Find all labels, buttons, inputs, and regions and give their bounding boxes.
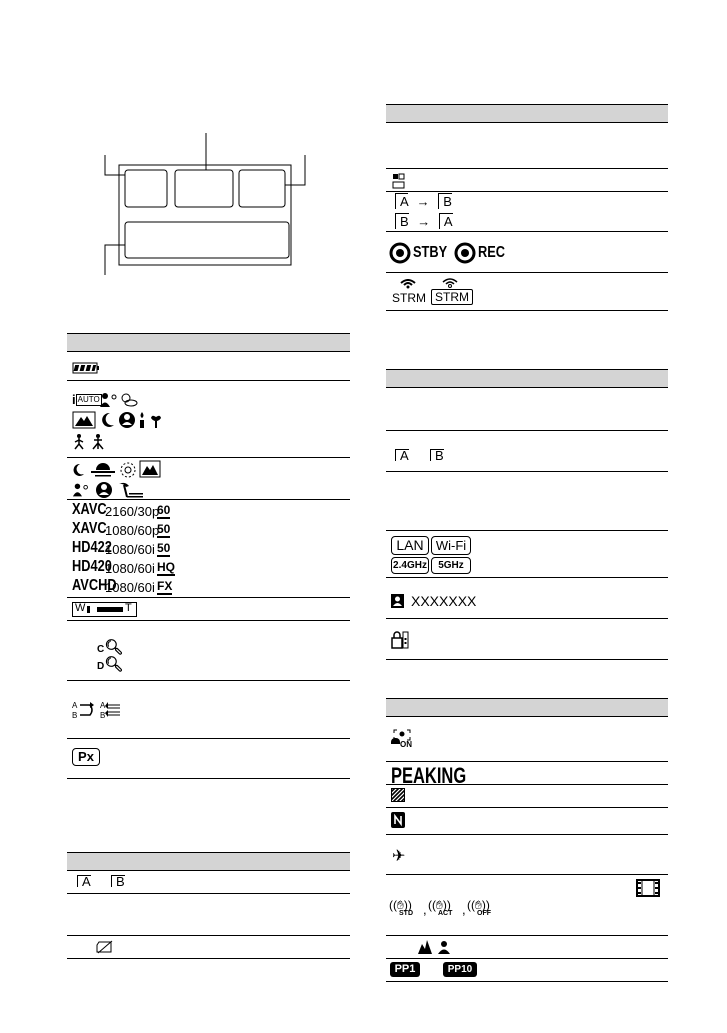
res-5: 1080/60i [105, 580, 155, 595]
copy-b-to-a-icon: B → A [395, 216, 453, 227]
walking-person-icon [72, 434, 86, 450]
ssid-icon [391, 594, 404, 608]
table-header-1 [67, 333, 350, 352]
picture-profile-1-icon: PP1 [390, 962, 420, 977]
stream-stby-icon [389, 242, 411, 264]
tripod-icon [90, 434, 106, 450]
media-slot-b-icon: B [111, 875, 125, 887]
nfc-icon [391, 812, 405, 828]
steadyshot-std-icon: ((✋︎)) STD [389, 898, 413, 917]
airplane-mode-icon: ✈︎ [392, 848, 406, 865]
spotlight-icon [118, 410, 136, 430]
res-4: 1080/60i [105, 561, 155, 576]
lock-signal-icon [391, 630, 409, 650]
stby-label: STBY [413, 244, 448, 261]
night-scene-icon [100, 411, 116, 429]
streaming-signal-icon [400, 279, 416, 289]
svg-text:B: B [72, 711, 78, 720]
landscape-icon [72, 411, 96, 429]
steadyshot-act-icon: ((✋︎)) ACT [428, 898, 453, 917]
peaking-label: PEAKING [391, 763, 467, 788]
comma-1: , [423, 902, 427, 917]
rec-label: REC [478, 244, 506, 261]
film-icon [636, 879, 660, 897]
strm-label-2: STRM [431, 289, 473, 305]
beach-icon [115, 480, 145, 500]
portrait-2-icon [72, 482, 92, 498]
res-1: 2160/30p [105, 504, 160, 519]
face-detect-on-icon: ON [391, 729, 417, 749]
svg-text:A: A [100, 701, 106, 710]
baby-icon [120, 392, 138, 408]
res-3: 1080/60i [105, 542, 155, 557]
table-header-4 [386, 369, 668, 388]
media-slot-a-icon: A [77, 875, 91, 887]
svg-text:B: B [100, 711, 106, 720]
copy-a-to-b-icon: A → B [395, 196, 452, 207]
battery-icon [72, 362, 100, 374]
intelligent-auto-icon: $^i$ AUTO [72, 392, 100, 407]
dual-record-icon [392, 173, 406, 189]
spotlight-2-icon [95, 480, 113, 500]
comma-2: , [462, 902, 466, 917]
digital-zoom-d-icon: D🔍︎ [97, 656, 124, 673]
zebra-icon [391, 788, 405, 802]
person-icon [437, 940, 451, 954]
res-2: 1080/60p [105, 523, 160, 538]
svg-text:A: A [72, 701, 78, 710]
codec-hd420: HD420 [72, 558, 112, 575]
fireworks-icon [119, 461, 137, 479]
digital-zoom-c-icon: C🔍︎ [97, 639, 124, 656]
no-media-icon [95, 940, 115, 954]
codec-xavc-2: XAVC [72, 520, 107, 537]
media-slot-b-2-icon: B [430, 449, 444, 461]
badge-2: 50 [157, 522, 171, 536]
picture-profile-10-icon: PP10 [443, 962, 477, 977]
portrait-icon [99, 392, 121, 408]
badge-4: HQ [157, 560, 175, 574]
streaming-signal-2-icon [442, 278, 458, 288]
band-5ghz-icon: 5GHz [431, 557, 471, 574]
strm-label-1: STRM [392, 291, 426, 305]
table-header-5 [386, 698, 668, 717]
badge-5: FX [157, 579, 173, 593]
mountain-icon [418, 940, 432, 954]
lan-icon: LAN [391, 536, 429, 555]
badge-1: 60 [157, 503, 171, 517]
wifi-icon: Wi-Fi [431, 536, 471, 555]
table-header-2 [67, 852, 350, 871]
macro-icon [149, 413, 163, 429]
media-slot-a-2-icon: A [395, 449, 409, 461]
zoom-bar-icon: W T [72, 602, 137, 617]
band-2-4ghz-icon: 2.4GHz [391, 557, 429, 574]
table-header-3 [386, 104, 668, 123]
px-icon: Px [72, 748, 100, 766]
ab-swap-icon [72, 700, 124, 720]
codec-hd422: HD422 [72, 539, 112, 556]
screen-layout-diagram [95, 125, 320, 280]
sunset-icon [90, 461, 116, 479]
landscape-2-icon [139, 460, 161, 478]
codec-xavc-1: XAVC [72, 501, 107, 518]
candle-icon [137, 411, 147, 429]
stream-rec-icon [454, 242, 476, 264]
steadyshot-off-icon: ((✋︎)) OFF [467, 898, 491, 917]
codec-avchd: AVCHD [72, 577, 117, 594]
night-icon [72, 462, 86, 478]
badge-3: 50 [157, 541, 171, 555]
ssid-text: XXXXXXX [411, 593, 477, 609]
